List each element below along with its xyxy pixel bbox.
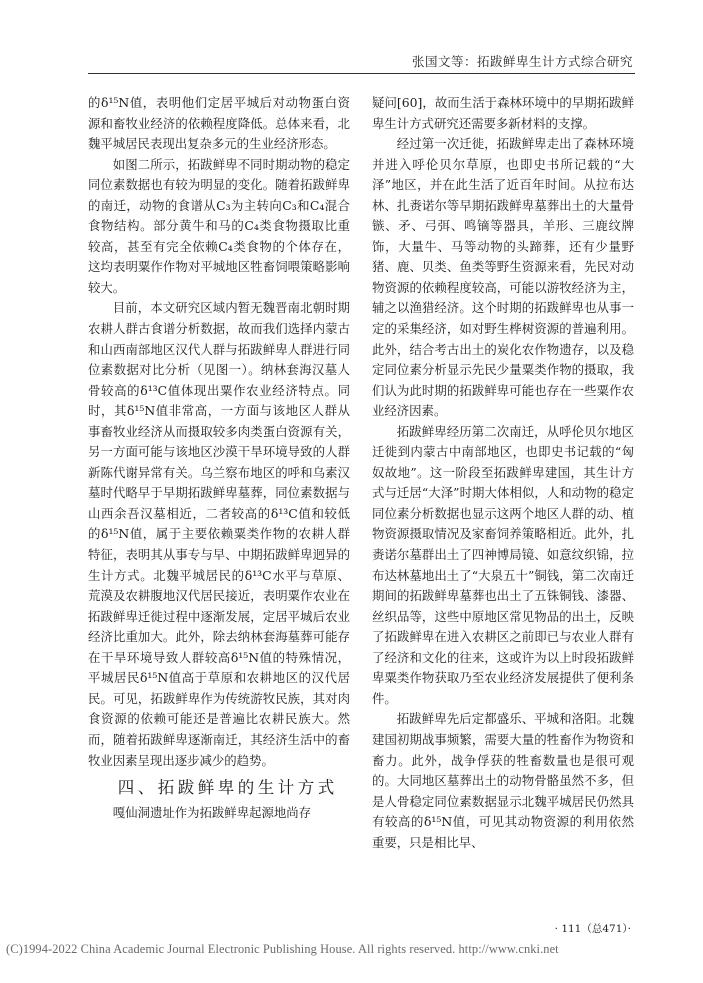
paragraph: 经过第一次迁徙，拓跋鲜卑走出了森林环境并进入呼伦贝尔草原，也即史书所记载的“大泽”地区，并在此生活了近百年时间。从拉布达林、扎赉诺尔等早期拓跋鲜卑墓葬出土的大量骨镞、矛、弓弭、鸣镝等器具，羊形、三鹿纹牌饰，大量牛、马等动物的头蹄葬，还有少量野猪、鹿、贝类、鱼类等野生资源来看，先民对动物资源的依赖程度较高，可能以游牧经济为主，辅之以渔猎经济。这个时期的拓跋鲜卑也从事一定的采集经济，如对野生桦树资源的普遍利用。此外，结合考古出土的炭化农作物遗存，以及稳定同位素分析显示先民少量粟类作物的摄取，我们认为此时期的拓跋鲜卑可能也存在一些粟作农业经济因素。 bbox=[372, 136, 634, 419]
header-rule bbox=[88, 73, 635, 74]
paragraph: 如图二所示，拓跋鲜卑不同时期动物的稳定同位素数据也有较为明显的变化。随着拓跋鲜卑的南迁，动物的食谱从C₃为主转向C₃和C₄混合食物结构。部分黄牛和马的C₄类食物摄取比重较高，甚至有完全依赖C₄类食物的个体存在，这均表明粟作作物对平城地区牲畜饲喂策略影响较大。 bbox=[88, 156, 350, 295]
paragraph: 拓跋鲜卑先后定都盛乐、平城和洛阳。北魏建国初期战事频繁，需要大量的牲畜作为物资和畜力。此外，战争俘获的牲畜数量也是很可观的。大同地区墓葬出土的动物骨骼虽然不多，但是人骨稳定同位素数据显示北魏平城居民仍然具有较高的δ¹⁵N值，可见其动物资源的利用依然重要，只是相比早、 bbox=[372, 711, 634, 850]
page-number: · 111（总471）· bbox=[554, 923, 631, 935]
paragraph: 嘎仙洞遗址作为拓跋鲜卑起源地尚存 bbox=[112, 805, 312, 821]
section-heading: 四、拓跋鲜卑的生计方式 bbox=[117, 778, 338, 798]
right-column bbox=[372, 93, 634, 853]
copyright-footer: (C)1994-2022 China Academic Journal Electronic Publishing House. All rights reserved. http://www.cnki.net bbox=[6, 942, 559, 956]
paragraph: 的δ¹⁵N值，表明他们定居平城后对动物蛋白资源和畜牧业经济的依赖程度降低。总体来看，北魏平城居民表现出复杂多元的生业经济形态。 bbox=[88, 95, 350, 152]
running-header: 张国文等：拓跋鲜卑生计方式综合研究 bbox=[411, 54, 633, 69]
paragraph: 目前，本文研究区域内暂无魏晋南北朝时期农耕人群古食谱分析数据，故而我们选择内蒙古和山西南部地区汉代人群与拓跋鲜卑人群进行同位素数据对比分析（见图一）。纳林套海汉墓人骨较高的δ¹³C值体现出粟作农业经济特点。同时，其δ¹⁵N值非常高，一方面与该地区人群从事畜牧业经济从而摄取较多肉类蛋白资源有关，另一方面可能与该地区沙漠干旱环境导致的人群新陈代谢异常有关。乌兰察布地区的呼和乌素汉墓时代略早于早期拓跋鲜卑墓葬，同位素数据与山西余吾汉墓相近，二者较高的δ¹³C值和较低的δ¹⁵N值，属于主要依赖粟类作物的农耕人群特征，表明其从事专与早、中期拓跋鲜卑迥异的生计方式。北魏平城居民的δ¹³C水平与草原、荒漠及农耕腹地汉代居民接近，表明粟作农业在拓跋鲜卑迁徙过程中逐渐发展，定居平城后农业经济比重加大。此外，除去纳林套海墓葬可能存在干旱环境导致人群较高δ¹⁵N值的特殊情况，平城居民δ¹⁵N值高于草原和农耕地区的汉代居民。可见，拓跋鲜卑作为传统游牧民族，其对肉食资源的依赖可能还是普遍比农耕民族大。然而，随着拓跋鲜卑逐渐南迁，其经济生活中的畜牧业因素呈现出逐步减少的趋势。 bbox=[88, 300, 350, 768]
paragraph: 拓跋鲜卑经历第二次南迁，从呼伦贝尔地区迁徙到内蒙古中南部地区，也即史书记载的“匈奴故地”。这一阶段至拓跋鲜卑建国，其生计方式与迁居“大泽”时期大体相似，人和动物的稳定同位素分析数据也显示这两个地区人群的动、植物资源摄取情况及家畜饲养策略相近。此外，扎赉诺尔墓群出土了四神博局镜、如意纹织锦，拉布达林墓地出土了“大泉五十”铜钱，第二次南迁期间的拓跋鲜卑墓葬也出土了五铢铜钱、漆器、丝织品等，这些中原地区常见物品的出土，反映了拓跋鲜卑在进入农耕区之前即已与农业人群有了经济和文化的往来，这或许为以上时段拓跋鲜卑粟类作物获取乃至农业经济发展提供了便利条件。 bbox=[372, 423, 634, 706]
left-column bbox=[88, 93, 350, 824]
paragraph: 疑问[60]，故而生活于森林环境中的早期拓跋鲜卑生计方式研究还需要多新材料的支撑。 bbox=[372, 95, 634, 131]
